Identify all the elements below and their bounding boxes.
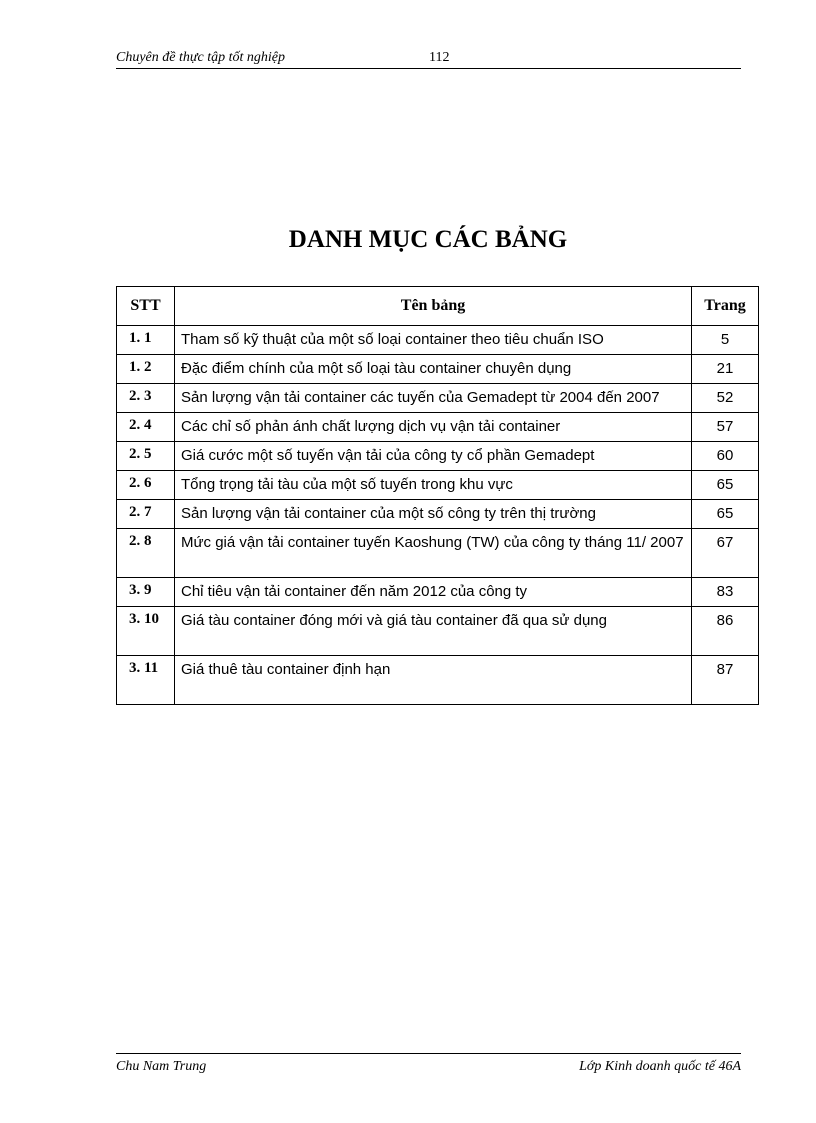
row-name: Sản lượng vận tải container các tuyến của Gemadept từ 2004 đến 2007 [175, 384, 692, 413]
column-header-page: Trang [692, 287, 759, 326]
row-name: Giá thuê tàu container định hạn [175, 656, 692, 705]
table-row [117, 413, 759, 442]
table-row [117, 607, 759, 656]
row-page: 5 [692, 326, 759, 355]
header-page-number: 112 [429, 50, 450, 65]
table-row [117, 355, 759, 384]
row-stt: 3. 9 [117, 578, 175, 607]
row-page: 67 [692, 529, 759, 578]
row-page: 57 [692, 413, 759, 442]
row-stt: 2. 7 [117, 500, 175, 529]
row-page: 60 [692, 442, 759, 471]
table-row [117, 471, 759, 500]
row-stt: 2. 5 [117, 442, 175, 471]
row-name: Sản lượng vận tải container của một số công ty trên thị trường [175, 500, 692, 529]
table-of-tables [116, 286, 759, 705]
column-header-name: Tên bảng [175, 287, 692, 326]
table-row [117, 578, 759, 607]
row-name: Tham số kỹ thuật của một số loại container theo tiêu chuẩn ISO [175, 326, 692, 355]
row-name: Tổng trọng tải tàu của một số tuyến trong khu vực [175, 471, 692, 500]
row-page: 65 [692, 471, 759, 500]
row-stt: 2. 6 [117, 471, 175, 500]
table-row [117, 442, 759, 471]
row-stt: 3. 11 [117, 656, 175, 705]
row-page: 86 [692, 607, 759, 656]
table-row [117, 384, 759, 413]
row-stt: 1. 2 [117, 355, 175, 384]
row-stt: 2. 3 [117, 384, 175, 413]
row-name: Giá tàu container đóng mới và giá tàu container đã qua sử dụng [175, 607, 692, 656]
row-name: Chỉ tiêu vận tải container đến năm 2012 của công ty [175, 578, 692, 607]
document-title: DANH MỤC CÁC BẢNG [288, 226, 568, 253]
row-stt: 2. 4 [117, 413, 175, 442]
table-row [117, 529, 759, 578]
row-page: 83 [692, 578, 759, 607]
row-name: Đặc điểm chính của một số loại tàu container chuyên dụng [175, 355, 692, 384]
row-page: 65 [692, 500, 759, 529]
row-stt: 3. 10 [117, 607, 175, 656]
table-row [117, 326, 759, 355]
row-name: Mức giá vận tải container tuyến Kaoshung (TW) của công ty tháng 11/ 2007 [175, 529, 692, 578]
row-page: 21 [692, 355, 759, 384]
table-row [117, 500, 759, 529]
column-header-stt: STT [117, 287, 175, 326]
row-name: Giá cước một số tuyến vận tải của công ty cổ phần Gemadept [175, 442, 692, 471]
page-header [116, 50, 741, 69]
row-page: 52 [692, 384, 759, 413]
row-page: 87 [692, 656, 759, 705]
header-title: Chuyên đề thực tập tốt nghiệp [116, 50, 285, 65]
footer-class: Lớp Kinh doanh quốc tế 46A [579, 1059, 741, 1074]
table-row [117, 656, 759, 705]
row-stt: 1. 1 [117, 326, 175, 355]
table-header-row [117, 287, 759, 326]
row-stt: 2. 8 [117, 529, 175, 578]
row-name: Các chỉ số phản ánh chất lượng dịch vụ vận tải container [175, 413, 692, 442]
footer-author: Chu Nam Trung [116, 1059, 207, 1074]
page-footer [116, 1053, 741, 1078]
